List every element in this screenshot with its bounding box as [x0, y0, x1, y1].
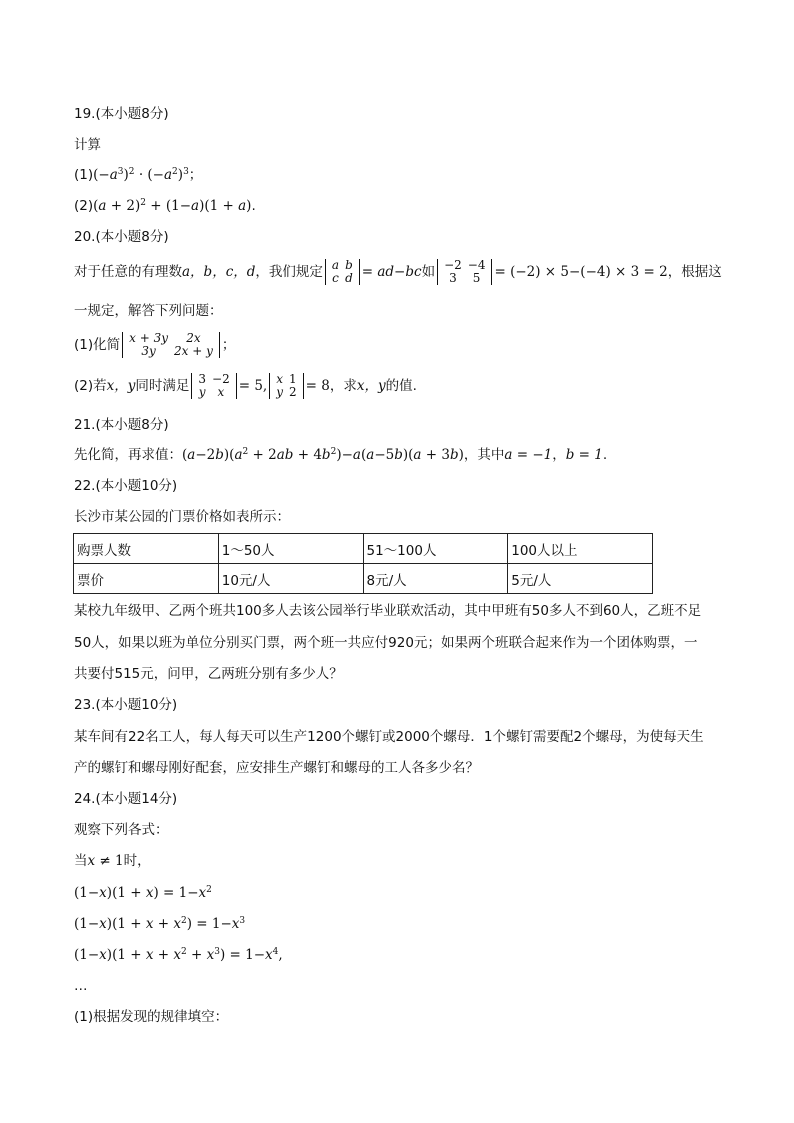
q20-part1: (1)化简 x + 3y 2x 3y 2x + y ；	[74, 331, 236, 358]
q20-header: 20.(本小题8分)	[74, 229, 169, 245]
q19-part2: $(2)(a + 2)^2 + (1-a)(1 + a)$.	[74, 198, 256, 214]
table-cell: 票价	[74, 564, 219, 594]
table-cell: 10元/人	[218, 564, 363, 594]
p2-determinant-1: 3 −2 y x	[191, 373, 236, 399]
q24-part1: (1)根据发现的规律填空：	[74, 1009, 229, 1025]
q24-eq2: $(1-x)(1 + x + x^2) = 1-x^3$	[74, 916, 246, 932]
q23-body-line: 某车间有22名工人，每人每天可以生产1200个螺钉或2000个螺母．1个螺钉需要配2个螺母，为使每天生	[74, 729, 704, 745]
table-cell: 8元/人	[363, 564, 508, 594]
q20-intro-cont: 一规定，解答下列问题：	[74, 303, 223, 319]
q24-eq3: $(1-x)(1 + x + x^2 + x^3) = 1-x^4$,	[74, 947, 283, 963]
example-determinant: −2 −4 3 5	[437, 259, 492, 285]
p1-determinant: x + 3y 2x 3y 2x + y	[122, 332, 220, 358]
q21-header: 21.(本小题8分)	[74, 417, 169, 433]
table-cell: 5元/人	[508, 564, 653, 594]
def-determinant: a b c d	[325, 259, 360, 285]
q21-body: 先化简，再求值：$(a-2b)(a^2 + 2ab + 4b^2)-a(a-5b)(a + 3b)$，其中a = −1，b = 1.	[74, 447, 608, 463]
table-cell: 购票人数	[74, 534, 219, 564]
q24-condition: 当x ≠ 1时，	[74, 853, 151, 869]
q19-part1: $(1)(-a^3)^2 \cdot (-a^2)^3$；	[74, 167, 203, 183]
q19-instruction: 计算	[74, 137, 101, 153]
p2-determinant-2: x 1 y 2	[269, 373, 303, 399]
q19-header: 19.(本小题8分)	[74, 106, 169, 122]
table-row	[74, 564, 653, 594]
q20-part2: (2)若x，y同时满足 3 −2 y x = 5, x 1 y 2 = 8，求x，y的值.	[74, 372, 417, 399]
q23-header: 23.(本小题10分)	[74, 697, 178, 713]
q23-body-line: 产的螺钉和螺母刚好配套，应安排生产螺钉和螺母的工人各多少名？	[74, 760, 479, 776]
table-row	[74, 534, 653, 564]
q22-body-line: 共要付515元，问甲，乙两班分别有多少人？	[74, 666, 343, 682]
table-cell: 1～50人	[218, 534, 363, 564]
q24-ellipsis: …	[74, 978, 88, 994]
q24-eq1: $(1-x)(1 + x) = 1-x^2$	[74, 885, 212, 901]
table-cell: 51～100人	[363, 534, 508, 564]
q24-intro: 观察下列各式：	[74, 822, 169, 838]
ticket-price-table	[73, 533, 653, 594]
table-cell: 100人以上	[508, 534, 653, 564]
q22-header: 22.(本小题10分)	[74, 478, 178, 494]
q22-body-line: 某校九年级甲、乙两个班共100多人去该公园举行毕业联欢活动，其中甲班有50多人不到60人，乙班不足	[74, 603, 702, 619]
q24-header: 24.(本小题14分)	[74, 791, 178, 807]
q22-body-line: 50人，如果以班为单位分别买门票，两个班一共应付920元；如果两个班联合起来作为一个团体购票，一	[74, 635, 698, 651]
q20-intro: 对于任意的有理数a，b，c，d，我们规定 a b c d = ad−bc如 −2 −4 3 5 = (−2) × 5−(−4) × 3 = 2，根据这	[74, 258, 722, 285]
q22-intro: 长沙市某公园的门票价格如表所示：	[74, 509, 290, 525]
